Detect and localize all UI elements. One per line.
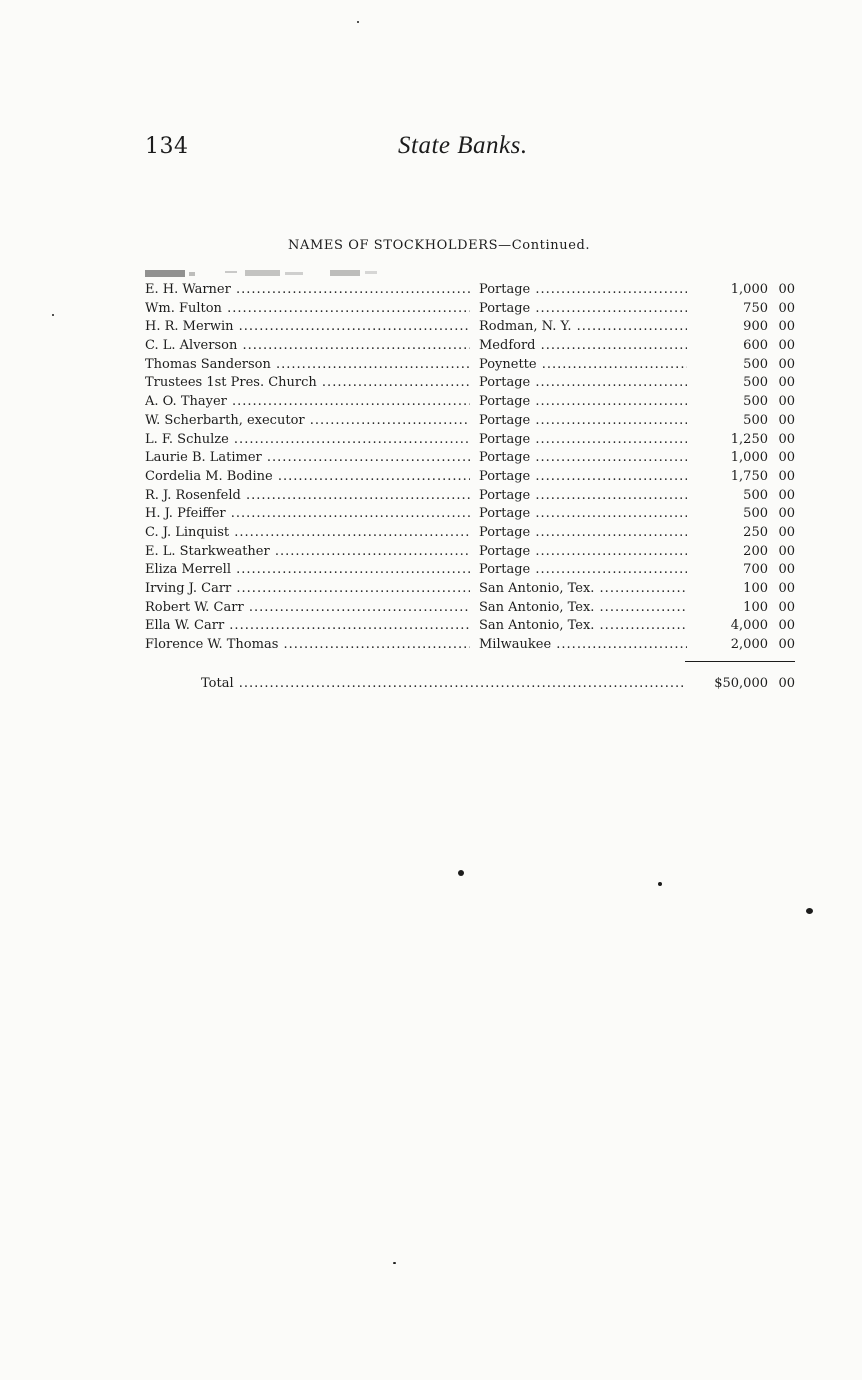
share-amount: 500 [743,394,768,410]
table-row [145,505,795,524]
share-amount: 250 [743,524,768,540]
share-cents: 00 [778,450,795,466]
stockholder-residence: Portage ..... [479,487,687,506]
table-row [145,468,795,487]
share-cents: 00 [778,319,795,335]
share-amount: 1,250 [730,431,768,447]
stockholder-residence: Portage ..... [479,393,687,412]
share-cents: 00 [778,581,795,596]
stockholder-residence: Medford ..... [479,337,687,356]
stockholder-name: Florence W. Thomas ..... [145,636,470,655]
table-row [145,412,795,431]
section-heading: NAMES OF STOCKHOLDERS—Continued. [288,238,591,253]
share-cents: 00 [778,487,795,503]
stockholder-name: Cordelia M. Bodine ..... [145,468,470,487]
stockholder-residence: Portage ..... [479,505,687,524]
stockholder-residence: Portage ..... [479,431,687,450]
share-cents: 00 [778,412,795,428]
stockholder-name: Wm. Fulton ..... [145,300,470,319]
share-amount: 600 [743,338,768,354]
total-row [145,674,795,693]
stockholder-name: Thomas Sanderson ..... [145,356,470,375]
table-row [145,561,795,580]
share-amount: 900 [743,319,768,335]
stockholder-residence: Portage ..... [479,543,687,562]
table-row [145,374,795,393]
stockholder-name: W. Scherbarth, executor ..... [145,412,470,431]
ink-speck [357,21,359,23]
running-title: State Banks. [398,132,528,159]
share-cents: 00 [778,543,795,559]
ink-speck [806,908,813,914]
stockholder-name: H. J. Pfeiffer ..... [145,505,470,524]
share-cents: 00 [778,599,795,615]
share-amount: 500 [743,356,768,372]
share-cents: 00 [778,394,795,410]
stockholder-name: Eliza Merrell ..... [145,561,470,580]
share-cents: 00 [778,506,795,522]
share-cents: 00 [778,282,795,297]
stockholder-name: E. H. Warner ..... [145,281,470,300]
stockholder-residence: Portage ..... [479,524,687,543]
stockholder-name: A. O. Thayer ..... [145,393,470,412]
share-amount: 500 [743,412,768,428]
stockholder-residence: Milwaukee ..... [479,636,687,655]
table-row [145,431,795,450]
stockholder-name: R. J. Rosenfeld ..... [145,487,470,506]
share-amount: 200 [743,543,768,559]
share-amount: 4,000 [730,618,768,634]
stockholder-name: Laurie B. Latimer ..... [145,449,470,468]
table-row [145,617,795,636]
stockholder-name: Trustees 1st Pres. Church ..... [145,374,470,393]
table-row [145,543,795,562]
table-row [145,524,795,543]
share-cents: 00 [778,562,795,578]
stockholder-residence: San Antonio, Tex. ..... [479,617,687,636]
stockholder-residence: Portage ..... [479,281,687,300]
total-cents: 00 [778,676,795,691]
share-cents: 00 [778,637,795,653]
share-amount: 100 [743,581,768,596]
table-row [145,393,795,412]
stockholder-name: C. L. Alverson ..... [145,337,470,356]
share-cents: 00 [778,468,795,484]
table-row [145,599,795,618]
share-cents: 00 [778,618,795,634]
total-label: Total ..... [201,674,685,693]
share-cents: 00 [778,338,795,354]
stockholder-name: E. L. Starkweather ..... [145,543,470,562]
table-row [145,318,795,337]
table-row [145,636,795,655]
ink-speck [458,870,464,876]
table-row [145,487,795,506]
stockholder-residence: Portage ..... [479,300,687,319]
table-row [145,337,795,356]
ink-speck [52,314,54,316]
stockholder-residence: Portage ..... [479,449,687,468]
share-amount: 500 [743,506,768,522]
share-amount: 1,000 [730,282,768,297]
stockholder-name: C. J. Linquist ..... [145,524,470,543]
share-cents: 00 [778,524,795,540]
share-amount: 100 [743,599,768,615]
share-amount: 500 [743,487,768,503]
stockholder-name: Robert W. Carr ..... [145,599,470,618]
share-amount: 700 [743,562,768,578]
stockholder-name: H. R. Merwin ..... [145,318,470,337]
stockholder-name: Ella W. Carr ..... [145,617,470,636]
share-cents: 00 [778,356,795,372]
stockholder-residence: Portage ..... [479,561,687,580]
stockholder-residence: San Antonio, Tex. ..... [479,580,687,599]
ink-speck [658,882,662,886]
share-amount: 2,000 [730,637,768,653]
table-row [145,300,795,319]
share-amount: 1,000 [730,450,768,466]
stockholder-residence: Poynette ..... [479,356,687,375]
total-rule [685,661,795,662]
table-row [145,580,795,599]
ink-speck [393,1262,396,1264]
table-row [145,281,795,300]
share-cents: 00 [778,300,795,316]
stockholder-name: Irving J. Carr ..... [145,580,470,599]
share-amount: 750 [743,300,768,316]
total-amount: $50,000 [714,676,768,691]
stockholder-name: L. F. Schulze ..... [145,431,470,450]
page-number: 134 [145,134,189,159]
stockholder-residence: San Antonio, Tex. ..... [479,599,687,618]
stockholder-residence: Portage ..... [479,374,687,393]
table-row [145,449,795,468]
share-cents: 00 [778,375,795,391]
stockholders-table [145,281,795,655]
stockholder-residence: Rodman, N. Y. ..... [479,318,687,337]
print-smudge [145,268,415,280]
stockholder-residence: Portage ..... [479,468,687,487]
table-row [145,356,795,375]
stockholder-residence: Portage ..... [479,412,687,431]
share-amount: 1,750 [730,468,768,484]
share-amount: 500 [743,375,768,391]
share-cents: 00 [778,431,795,447]
